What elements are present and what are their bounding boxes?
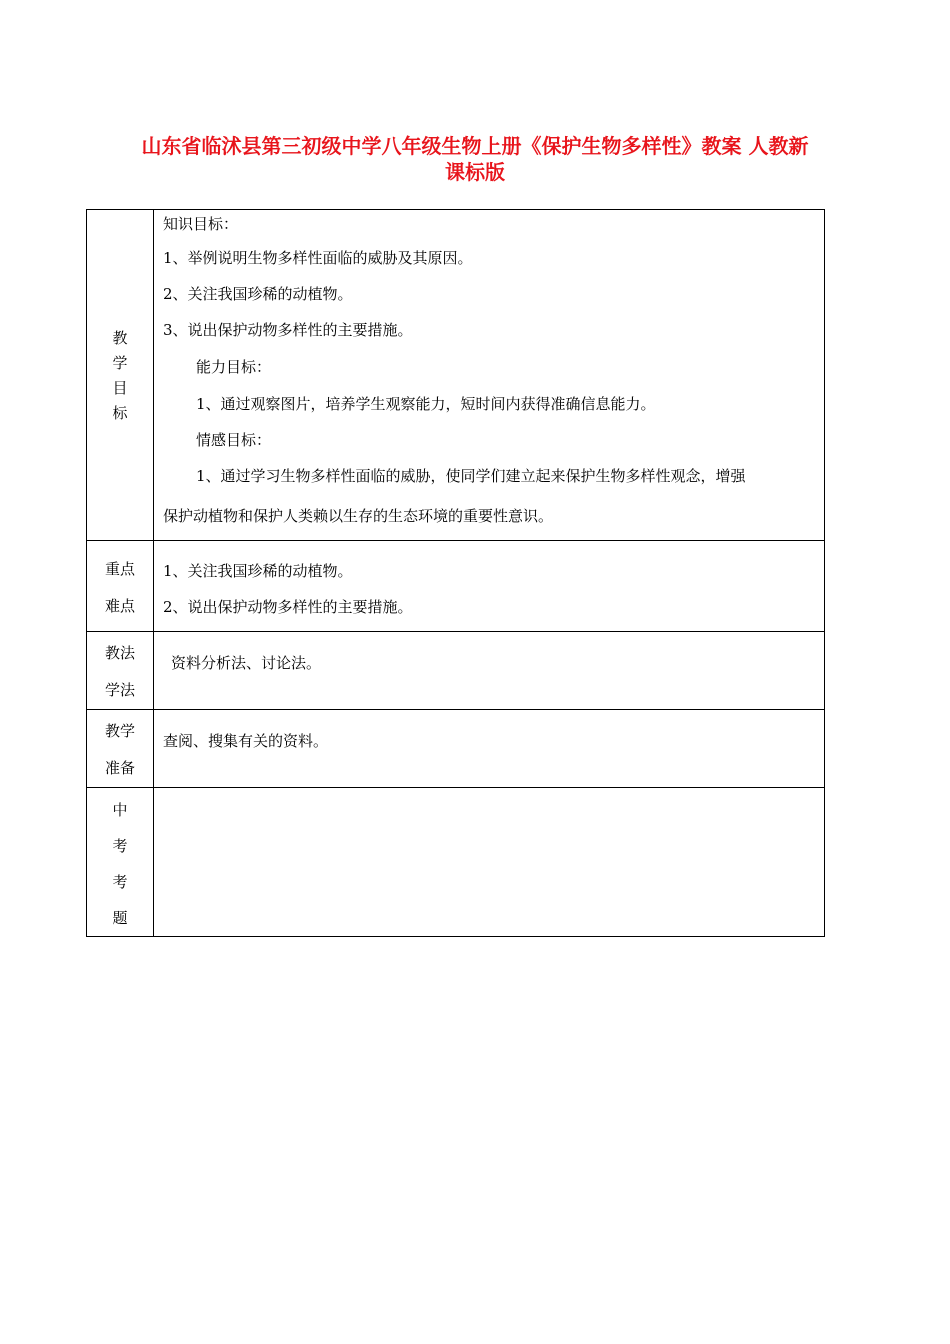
- label-line: 学法: [104, 681, 135, 699]
- label-line: 教学: [104, 722, 135, 740]
- ability-heading: 能力目标：: [196, 358, 272, 376]
- key-point-item: 1、关注我国珍稀的动植物。: [163, 562, 353, 580]
- label-char: 标: [112, 404, 128, 422]
- emotion-item-continued: 保护动植物和保护人类赖以生存的生态环境的重要性意识。: [163, 507, 554, 525]
- knowledge-item: 1、举例说明生物多样性面临的威胁及其原因。: [163, 249, 473, 267]
- knowledge-heading: 知识目标：: [163, 215, 239, 233]
- ability-item: 1、通过观察图片，培养学生观察能力，短时间内获得准确信息能力。: [196, 395, 656, 413]
- title-line-2: 课标版: [445, 160, 505, 184]
- preparation-text: 查阅、搜集有关的资料。: [163, 732, 329, 750]
- table-row-exam: [87, 788, 825, 937]
- table-row-key-points: [87, 541, 825, 632]
- label-char: 考: [112, 837, 128, 855]
- label-key-points: [87, 541, 154, 632]
- table-row-methods: [87, 632, 825, 710]
- label-char: 教: [112, 329, 128, 347]
- label-char: 考: [112, 873, 128, 891]
- emotion-heading: 情感目标：: [196, 431, 272, 449]
- label-methods: [87, 632, 154, 710]
- lesson-plan-table: [86, 209, 825, 937]
- document-title: [60, 133, 890, 185]
- label-line: 重点: [104, 560, 135, 578]
- content-key-points: [154, 541, 825, 632]
- label-objectives: [87, 210, 154, 541]
- content-exam: [154, 788, 825, 937]
- knowledge-item: 3、说出保护动物多样性的主要措施。: [163, 321, 413, 339]
- knowledge-item: 2、关注我国珍稀的动植物。: [163, 285, 353, 303]
- content-preparation: [154, 710, 825, 788]
- table-row-objectives: [87, 210, 825, 541]
- methods-text: 资料分析法、讨论法。: [171, 654, 322, 672]
- label-exam: [87, 788, 154, 937]
- key-point-item: 2、说出保护动物多样性的主要措施。: [163, 598, 413, 616]
- table-row-preparation: [87, 710, 825, 788]
- label-char: 学: [112, 354, 128, 372]
- label-char: 目: [112, 379, 128, 397]
- label-line: 准备: [104, 759, 135, 777]
- label-line: 教法: [104, 644, 135, 662]
- label-preparation: [87, 710, 154, 788]
- label-line: 难点: [104, 597, 135, 615]
- content-objectives: [154, 210, 825, 541]
- label-char: 题: [112, 909, 128, 927]
- title-line-1: 山东省临沭县第三初级中学八年级生物上册《保护生物多样性》教案 人教新: [141, 134, 809, 158]
- content-methods: [154, 632, 825, 710]
- label-char: 中: [112, 801, 128, 819]
- emotion-item: 1、通过学习生物多样性面临的威胁，使同学们建立起来保护生物多样性观念，增强: [196, 467, 746, 485]
